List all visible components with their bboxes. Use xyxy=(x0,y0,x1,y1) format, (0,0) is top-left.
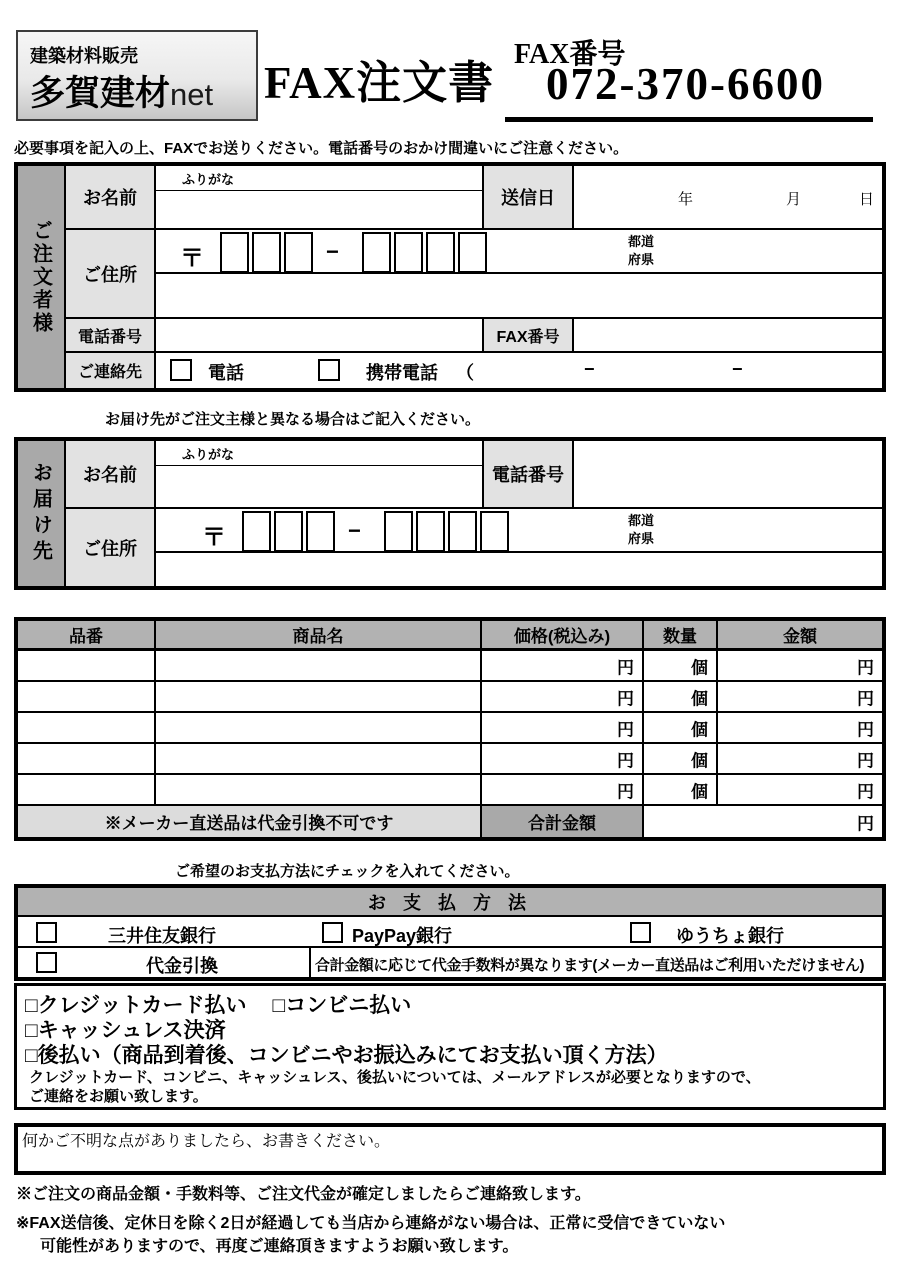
postal-code-box[interactable] xyxy=(306,511,335,552)
col-header-product-name: 商品名 xyxy=(156,621,482,651)
payment-method-title: お 支 払 方 法 xyxy=(18,888,882,917)
delivery-address-label: ご住所 xyxy=(66,509,156,586)
price-cell[interactable]: 円 xyxy=(482,744,644,775)
delivery-name-input-cell[interactable] xyxy=(156,466,484,509)
payment-note: ご希望のお支払方法にチェックを入れてください。 xyxy=(175,863,520,880)
postal-code-box[interactable] xyxy=(284,232,313,273)
amount-cell[interactable]: 円 xyxy=(718,775,882,806)
product-name-cell[interactable] xyxy=(156,775,482,806)
quantity-cell[interactable]: 個 xyxy=(644,651,718,682)
month-label: 月 xyxy=(786,191,802,208)
postal-code-box[interactable] xyxy=(220,232,249,273)
cashless-label: キャッシュレス決済 xyxy=(37,1018,226,1042)
page-title: FAX注文書 xyxy=(264,58,495,108)
send-date-label: 送信日 xyxy=(484,166,574,230)
furigana-label: ふりがな xyxy=(182,172,235,187)
logo-title: 多賀建材 xyxy=(30,74,171,113)
orderer-name-label: お名前 xyxy=(66,166,156,230)
postal-code-box[interactable] xyxy=(252,232,281,273)
bank2-label: PayPay銀行 xyxy=(352,926,453,946)
postal-code-box[interactable] xyxy=(426,232,455,273)
postal-code-box[interactable] xyxy=(274,511,303,552)
bank2-checkbox[interactable] xyxy=(322,922,343,943)
bank3-label: ゆうちょ銀行 xyxy=(676,926,784,946)
product-name-cell[interactable] xyxy=(156,713,482,744)
price-cell[interactable]: 円 xyxy=(482,713,644,744)
delivery-note: お届け先がご注文主様と異なる場合はご記入ください。 xyxy=(105,411,481,428)
delivery-address-input-cell[interactable] xyxy=(156,553,882,586)
cod-label: 代金引換 xyxy=(146,956,218,976)
orderer-contact-label: ご連絡先 xyxy=(66,353,156,388)
quantity-cell[interactable]: 個 xyxy=(644,775,718,806)
phone-dash: − xyxy=(732,359,743,379)
prefecture-label: 都道 府県 xyxy=(628,234,655,268)
contact-phone-checkbox[interactable] xyxy=(170,359,192,381)
phone-dash: − xyxy=(584,359,595,379)
product-name-cell[interactable] xyxy=(156,744,482,775)
amount-cell[interactable]: 円 xyxy=(718,713,882,744)
quantity-cell[interactable]: 個 xyxy=(644,713,718,744)
col-header-amount: 金額 xyxy=(718,621,882,651)
footer-note-1: ※ご注文の商品金額・手数料等、ご注文代金が確定しましたらご連絡致します。 xyxy=(16,1186,591,1203)
postal-code-box[interactable] xyxy=(384,511,413,552)
postal-code-box[interactable] xyxy=(458,232,487,273)
payment-table xyxy=(14,884,886,981)
quantity-cell[interactable]: 個 xyxy=(644,744,718,775)
contact-mobile-label: 携帯電話 xyxy=(366,363,438,383)
item-number-cell[interactable] xyxy=(18,775,156,806)
delivery-table xyxy=(14,437,886,590)
postal-mark: 〒 xyxy=(202,524,226,551)
other-payments-note-line2: ご連絡をお願い致します。 xyxy=(29,1089,208,1105)
fax-number: 072-370-6600 xyxy=(546,59,825,109)
delivery-postal-row xyxy=(156,509,882,553)
fax-number-label: FAX番号 xyxy=(514,39,626,70)
postal-code-box[interactable] xyxy=(448,511,477,552)
postal-code-box[interactable] xyxy=(394,232,423,273)
orderer-contact-row xyxy=(156,353,882,388)
col-header-price: 価格(税込み) xyxy=(482,621,644,651)
other-payments-note-line1: クレジットカード、コンビニ、キャッシュレス、後払いについては、メールアドレスが必要となりますので、 xyxy=(29,1070,761,1086)
postal-code-box[interactable] xyxy=(416,511,445,552)
price-cell[interactable]: 円 xyxy=(482,775,644,806)
orderer-section-label: ご注文者様 xyxy=(29,219,52,335)
comment-box[interactable] xyxy=(14,1123,886,1175)
logo-subtitle: 建築材料販売 xyxy=(30,46,138,66)
product-name-cell[interactable] xyxy=(156,651,482,682)
postal-code-box[interactable] xyxy=(362,232,391,273)
deferred-payment-checkbox[interactable]: □ xyxy=(25,1043,38,1067)
logo-box xyxy=(16,30,258,121)
logo-title-suffix: net xyxy=(170,77,214,112)
cod-note: 合計金額に応じて代金手数料が異なります(メーカー直送品はご利用いただけません) xyxy=(315,957,865,974)
orderer-table xyxy=(14,162,886,392)
footer-note-3: 可能性がありますので、再度ご連絡頂きますようお願い致します。 xyxy=(40,1238,519,1255)
contact-phone-label: 電話 xyxy=(208,363,244,383)
col-header-quantity: 数量 xyxy=(644,621,718,651)
furigana-label: ふりがな xyxy=(182,447,235,462)
orderer-name-input-cell[interactable] xyxy=(156,191,484,230)
product-table xyxy=(14,617,886,841)
cashless-checkbox[interactable]: □ xyxy=(25,1018,38,1042)
postal-mark: 〒 xyxy=(180,245,204,272)
prefecture-label: 都道 府県 xyxy=(628,513,655,547)
delivery-section-cell xyxy=(18,441,66,586)
delivery-name-label: お名前 xyxy=(66,441,156,509)
other-payments-box xyxy=(14,983,886,1110)
total-amount-cell[interactable]: 円 xyxy=(857,814,874,833)
price-cell[interactable]: 円 xyxy=(482,651,644,682)
col-header-item-number: 品番 xyxy=(18,621,156,651)
contact-mobile-checkbox[interactable] xyxy=(318,359,340,381)
price-cell[interactable]: 円 xyxy=(482,682,644,713)
cod-note-cell xyxy=(309,948,882,977)
delivery-phone-label: 電話番号 xyxy=(484,441,574,509)
konbini-checkbox[interactable]: □ xyxy=(272,993,286,1017)
item-number-cell[interactable] xyxy=(18,682,156,713)
year-label: 年 xyxy=(678,191,694,208)
paren-open: （ xyxy=(456,363,474,383)
deferred-payment-label: 後払い（商品到着後、コンビニやお振込みにてお支払い頂く方法） xyxy=(37,1043,668,1067)
item-number-cell[interactable] xyxy=(18,744,156,775)
bank1-label: 三井住友銀行 xyxy=(108,926,216,946)
orderer-fax-input-cell[interactable] xyxy=(574,319,882,353)
amount-cell[interactable]: 円 xyxy=(718,744,882,775)
bank1-checkbox[interactable] xyxy=(36,922,57,943)
bank3-checkbox[interactable] xyxy=(630,922,651,943)
item-number-cell[interactable] xyxy=(18,651,156,682)
orderer-section-cell xyxy=(18,166,66,388)
credit-card-label: クレジットカード払い xyxy=(37,993,247,1017)
instruction-text: 必要事項を記入の上、FAXでお送りください。電話番号のおかけ間違いにご注意ください。 xyxy=(14,140,629,157)
footer-note-2: ※FAX送信後、定休日を除く2日が経過しても当店から連絡がない場合は、正常に受信できていない xyxy=(16,1215,726,1232)
postal-code-box[interactable] xyxy=(242,511,271,552)
day-label: 日 xyxy=(858,191,874,208)
delivery-section-label: お届け先 xyxy=(29,461,52,566)
bank-row xyxy=(18,917,882,948)
delivery-phone-input-cell[interactable] xyxy=(574,441,882,509)
orderer-phone-input-cell[interactable] xyxy=(156,319,484,353)
cod-checkbox[interactable] xyxy=(36,952,57,973)
product-name-cell[interactable] xyxy=(156,682,482,713)
orderer-fax-label: FAX番号 xyxy=(484,319,574,353)
fax-number-underline xyxy=(505,117,873,122)
amount-cell[interactable]: 円 xyxy=(718,651,882,682)
postal-dash: − xyxy=(348,518,361,543)
credit-card-checkbox[interactable]: □ xyxy=(25,993,38,1017)
orderer-furigana-cell[interactable] xyxy=(156,166,484,191)
comment-prompt: 何かご不明な点がありましたら、お書きください。 xyxy=(22,1133,391,1150)
cod-row xyxy=(18,948,882,977)
postal-dash: − xyxy=(326,239,339,264)
konbini-label: コンビニ払い xyxy=(285,993,412,1017)
postal-code-box[interactable] xyxy=(480,511,509,552)
quantity-cell[interactable]: 個 xyxy=(644,682,718,713)
send-date-input-cell[interactable] xyxy=(574,166,882,230)
orderer-address-label: ご住所 xyxy=(66,230,156,319)
orderer-address-input-cell[interactable] xyxy=(156,274,882,319)
direct-shipping-note: ※メーカー直送品は代金引換不可です xyxy=(18,806,482,837)
orderer-postal-row xyxy=(156,230,882,274)
amount-cell[interactable]: 円 xyxy=(718,682,882,713)
delivery-furigana-cell[interactable] xyxy=(156,441,484,466)
orderer-phone-label: 電話番号 xyxy=(66,319,156,353)
item-number-cell[interactable] xyxy=(18,713,156,744)
total-amount-label: 合計金額 xyxy=(482,806,644,837)
